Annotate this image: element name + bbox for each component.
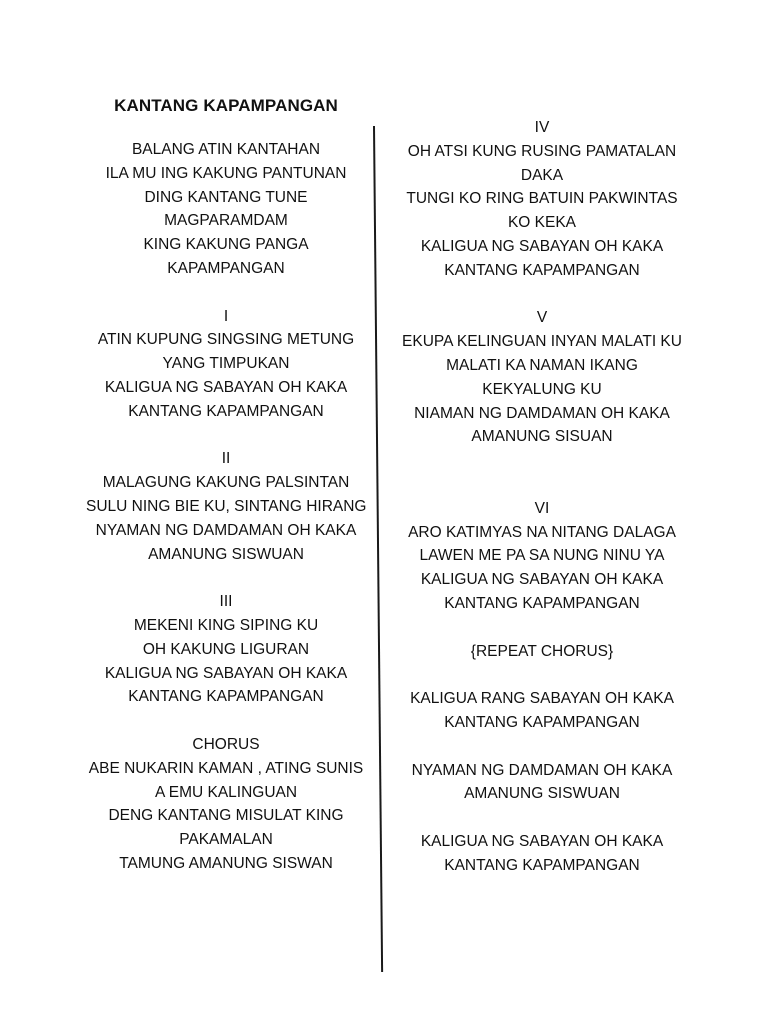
- stanza-gap: [396, 663, 688, 687]
- intro-stanza: [86, 138, 366, 281]
- lyric-line: YANG TIMPUKAN: [162, 355, 290, 373]
- stanza-gap: [86, 566, 366, 590]
- lyric-line: MEKENI KING SIPING KU: [133, 616, 319, 634]
- lyric-line: KO KEKA: [507, 214, 577, 232]
- lyric-line: TUNGI KO RING BATUIN PAKWINTAS: [406, 190, 678, 208]
- lyric-line: AMANUNG SISWUAN: [148, 545, 304, 563]
- lyric-line: MAGPARAMDAM: [164, 212, 288, 230]
- outro-stanza-3: [396, 830, 688, 878]
- lyric-line: ARO KATIMYAS NA NITANG DALAGA: [408, 523, 676, 541]
- lyric-line: MALAGUNG KAKUNG PALSINTAN: [102, 474, 350, 492]
- lyric-line: KALIGUA NG SABAYAN OH KAKA: [420, 237, 664, 255]
- lyric-line: PAKAMALAN: [179, 831, 273, 849]
- lyric-line: AMANUNG SISUAN: [471, 428, 613, 446]
- verse-1: [86, 305, 366, 424]
- lyric-line: ATIN KUPUNG SINGSING METUNG: [97, 331, 355, 349]
- lyric-line: OH KAKUNG LIGURAN: [142, 640, 310, 658]
- lyric-line: KANTANG KAPAMPANGAN: [444, 594, 640, 612]
- verse-4: [396, 116, 688, 283]
- lyric-line: ILA MU ING KAKUNG PANTUNAN: [105, 164, 347, 182]
- stanza-gap: [396, 283, 688, 307]
- lyric-line: KALIGUA NG SABAYAN OH KAKA: [104, 378, 348, 396]
- lyric-line: KALIGUA RANG SABAYAN OH KAKA: [410, 690, 674, 708]
- verse-label: IV: [534, 119, 550, 136]
- chorus: [86, 733, 366, 876]
- lyric-line: SULU NING BIE KU, SINTANG HIRANG: [86, 497, 367, 515]
- verse-6: [396, 497, 688, 616]
- verse-5: [396, 306, 688, 449]
- lyric-line: KEKYALUNG KU: [482, 380, 602, 398]
- lyric-line: TAMUNG AMANUNG SISWAN: [119, 854, 333, 872]
- lyric-line: KANTANG KAPAMPANGAN: [444, 713, 640, 731]
- verse-label: I: [223, 307, 229, 325]
- stanza-gap: [396, 616, 688, 640]
- lyric-line: OH ATSI KUNG RUSING PAMATALAN: [407, 142, 677, 160]
- repeat-chorus-note: {REPEAT CHORUS}: [470, 642, 614, 660]
- lyric-line: BALANG ATIN KANTAHAN: [131, 141, 321, 158]
- verse-label: V: [536, 309, 548, 327]
- lyric-line: KING KAKUNG PANGA: [143, 236, 309, 254]
- right-column: [396, 116, 688, 878]
- song-title: KANTANG KAPAMPANGAN: [114, 96, 338, 115]
- stanza-gap: [86, 709, 366, 733]
- lyric-line: A EMU KALINGUAN: [154, 783, 298, 801]
- lyric-line: MALATI KA NAMAN IKANG: [446, 356, 638, 374]
- stanza-gap: [86, 281, 366, 305]
- lyric-line: EKUPA KELINGUAN INYAN MALATI KU: [402, 333, 682, 351]
- stanza-gap: [396, 735, 688, 759]
- stanza-gap: [396, 806, 688, 830]
- outro-stanza-1: [396, 687, 688, 735]
- lyric-line: NYAMAN NG DAMDAMAN OH KAKA: [411, 761, 673, 779]
- stanza-gap: [396, 449, 688, 497]
- lyric-line: DENG KANTANG MISULAT KING: [108, 807, 344, 825]
- verse-label: VI: [534, 499, 550, 517]
- lyric-line: AMANUNG SISWUAN: [464, 785, 620, 803]
- lyric-line: KAPAMPANGAN: [167, 259, 285, 277]
- chorus-label: CHORUS: [192, 735, 260, 753]
- lyric-line: KALIGUA NG SABAYAN OH KAKA: [104, 664, 348, 682]
- lyric-line: LAWEN ME PA SA NUNG NINU YA: [419, 547, 665, 565]
- outro-stanza-2: [396, 759, 688, 807]
- verse-label: II: [221, 450, 231, 468]
- lyric-line: DAKA: [520, 166, 564, 184]
- verse-2: [86, 447, 366, 566]
- lyric-line: KANTANG KAPAMPANGAN: [444, 856, 640, 874]
- verse-3: [86, 590, 366, 709]
- lyric-line: ABE NUKARIN KAMAN , ATING SUNIS: [88, 759, 364, 777]
- stanza-gap: [86, 424, 366, 448]
- verse-label: III: [219, 593, 233, 611]
- left-column: [86, 138, 366, 876]
- lyric-line: DING KANTANG TUNE: [144, 188, 308, 206]
- lyric-line: KANTANG KAPAMPANGAN: [128, 688, 324, 706]
- lyric-line: NYAMAN NG DAMDAMAN OH KAKA: [95, 521, 357, 539]
- column-divider: [373, 126, 383, 972]
- lyric-line: NIAMAN NG DAMDAMAN OH KAKA: [414, 404, 670, 422]
- lyric-line: KANTANG KAPAMPANGAN: [128, 402, 324, 420]
- lyric-line: KALIGUA NG SABAYAN OH KAKA: [420, 571, 664, 589]
- lyric-line: KANTANG KAPAMPANGAN: [444, 261, 640, 279]
- lyric-line: KALIGUA NG SABAYAN OH KAKA: [420, 832, 664, 850]
